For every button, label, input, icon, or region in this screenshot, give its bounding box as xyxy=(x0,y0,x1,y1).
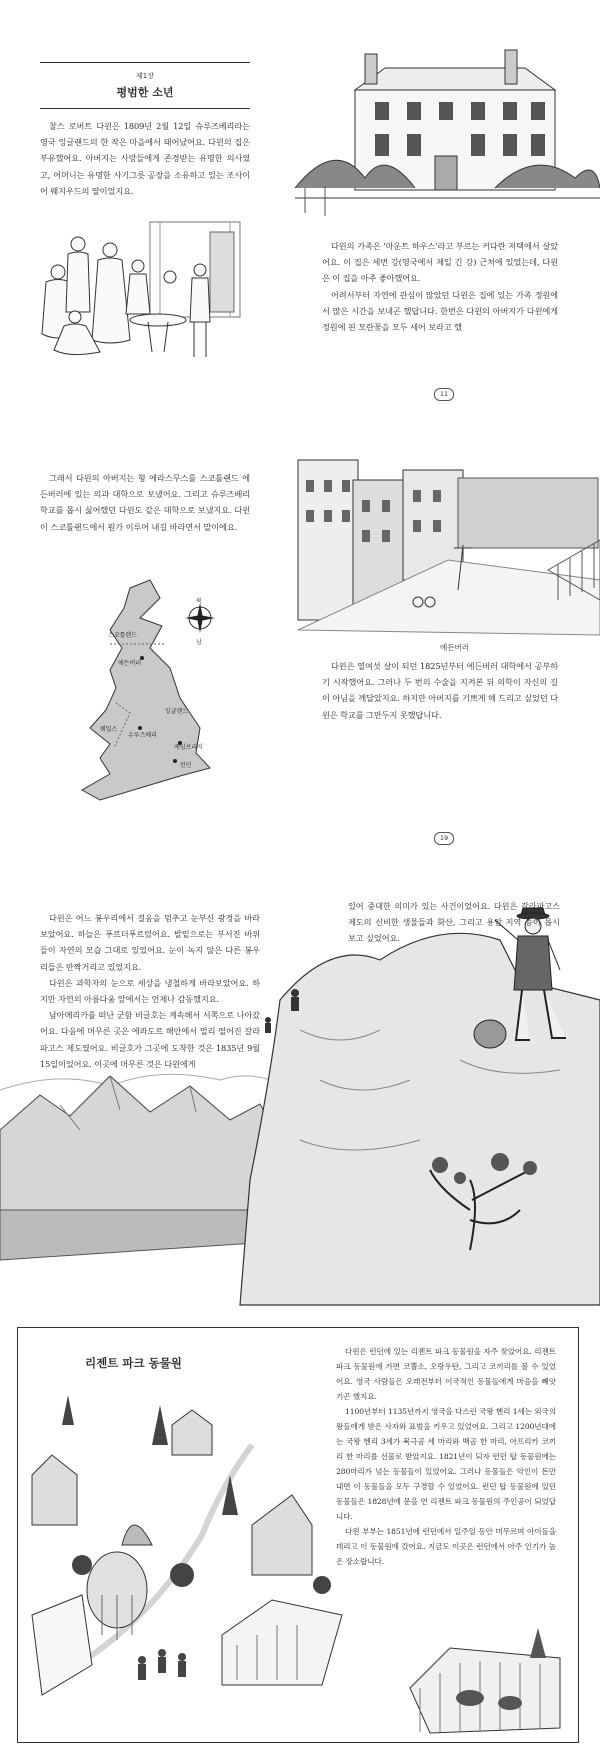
map-label-london: 런던 xyxy=(180,762,192,769)
spread-edinburgh xyxy=(0,420,600,880)
zoo-enclosure-illustration xyxy=(410,1628,560,1738)
chapter-number: 제1장 xyxy=(136,72,154,80)
mountain-left-text xyxy=(40,910,260,1072)
spread-mountain-view xyxy=(0,880,600,1305)
chapter-title: 평범한 소년 xyxy=(116,86,174,99)
chapter-1-right-text xyxy=(322,238,558,335)
paragraph: 어려서부터 자연에 관심이 많았던 다윈은 집에 있는 가족 정원에서 많은 시간을 보내곤 했답니다. 한번은 다윈의 아버지가 다윈에게 정원에 핀 모란꽃을 모두 세어 보라고 했 xyxy=(322,289,558,333)
map-label-north: 북 xyxy=(196,598,202,605)
paragraph: 다윈은 런던에 있는 리젠트 파크 동물원을 자주 찾았어요. 리젠트 파크 동물원에 가면 코뿔소, 오랑우탄, 그리고 코끼리를 볼 수 있었어요. 영국 사람들은 오래전부터 이국적인 동물들에게 마음을 빼앗기곤 했지요. xyxy=(336,1347,556,1401)
edinburgh-street-illustration xyxy=(298,430,600,635)
chapter-rule-top xyxy=(40,62,250,63)
map-label-wales: 웨일스 xyxy=(100,726,118,733)
map-label-england: 잉글랜드 xyxy=(165,708,189,715)
chapter-1-intro-text xyxy=(40,118,250,199)
zoo-feature-title: 리젠트 파크 동물원 xyxy=(85,1356,182,1370)
paragraph: 그래서 다윈의 아버지는 형 에라스무스를 스코틀랜드 에든버러에 있는 의과 대학으로 보냈어요. 그리고 슈루즈베리 학교를 몹시 싫어했던 다윈도 같은 대학으로 보냈지요. 다윈이 스코틀랜드에서 뭔가 이루어 내길 바라면서 말이에요. xyxy=(40,473,250,532)
map-label-edinburgh: 에든버러 xyxy=(118,660,142,667)
paragraph: 다윈 부부는 1851년에 런던에서 일주일 동안 머무르며 아이들을 데리고 이 동물원에 갔어요. 지금도 이곳은 런던에서 아주 인기가 높은 장소랍니다. xyxy=(336,1527,556,1566)
edinburgh-caption: 에든버러 xyxy=(440,643,469,652)
map-label-shrewsbury: 슈루즈베리 xyxy=(128,732,157,739)
edinburgh-right-text xyxy=(322,658,558,723)
britain-map xyxy=(70,578,230,808)
page-number: 11 xyxy=(434,388,454,401)
paragraph: 남아메리카를 떠난 군함 비글호는 계속해서 서쪽으로 나아갔어요. 다음에 머무른 곳은 에콰도르 해안에서 멀리 떨어진 갈라파고스 제도였어요. 비글호가 그곳에 도착한 것은 1835년 9월 15일이었어요. 이곳에 머무른 것은 다윈에게 xyxy=(40,1010,260,1069)
paragraph: 찰스 로버트 다윈은 1809년 2월 12일 슈루즈베리라는 영국 잉글랜드의 한 작은 마을에서 태어났어요. 다윈의 집은 부유했어요. 아버지는 사람들에게 존경받는 유명한 의사였고, 어머니는 유명한 사기그릇 공장을 소유하고 있는 조사이어 웨지우드의 딸이었지요. xyxy=(40,121,250,196)
zoo-illustration xyxy=(22,1385,352,1715)
mountain-right-text xyxy=(348,898,560,947)
zoo-feature-text xyxy=(336,1344,556,1569)
paragraph: 다윈은 과학자의 눈으로 세상을 냉철하게 바라보았어요. 하지만 자연의 아름다움 앞에서는 언제나 감동했지요. xyxy=(40,977,260,1005)
paragraph: 다윈의 가족은 '마운트 하우스'라고 부르는 커다란 저택에서 살았어요. 이 집은 세번 강(영국에서 제일 긴 강) 근처에 있었는데, 다윈은 이 집을 아주 좋아했어요. xyxy=(322,241,558,284)
chapter-rule-bottom xyxy=(40,108,250,109)
paragraph: 다윈은 열여섯 살이 되던 1825년부터 에든버러 대학에서 공부하기 시작했어요. 그러나 두 번의 수술을 지켜본 뒤 의학이 자신의 길이 아님을 깨달았지요. 하지만 아버지를 기쁘게 해 드리고 싶었던 다윈은 학교를 그만두지 못했답니다. xyxy=(322,661,558,720)
map-label-cambridge: 케임브리지 xyxy=(174,744,203,751)
paragraph: 1100년부터 1135년까지 영국을 다스린 국왕 헨리 1세는 외국의 왕들에게 받은 사자와 표범을 키우고 있었어요. 그리고 1200년대에는 국왕 헨리 3세가 북극곰 세 마리와 백곰 한 마리, 아프리카 코끼리 한 마리를 선물로 받았지요. 1821년이 되자 런던 탑 동물원에는 280마리가 넘는 동물들이 있었어요. 그러나 동물들은 악인이 돈만 내면 이 동물들을 모두 구경할 수 있었어요. 런던 탑 동물원에 있던 동물들은 1828년에 문을 연 리젠트 파크 동물원의 주인공이 되었답니다. xyxy=(336,1407,556,1521)
paragraph: 있어 중대한 의미가 있는 사건이었어요. 다윈은 갈라파고스 제도의 신비한 생물들과 화산, 그리고 용암 지역 등이 몹시 보고 싶었어요. xyxy=(348,901,560,944)
darwin-family-illustration xyxy=(40,222,250,397)
map-label-south: 남 xyxy=(196,639,202,646)
mount-house-illustration xyxy=(295,38,600,228)
edinburgh-left-text xyxy=(40,470,250,535)
spread-chapter-1 xyxy=(0,0,600,420)
page-number: 19 xyxy=(434,832,454,845)
paragraph: 다윈은 어느 봉우리에서 걸음을 멈추고 눈부신 광경을 바라보았어요. 하늘은 푸르더푸르렀어요. 발밑으로는 부서진 바위들이 자연의 모습 그대로 있었어요. 눈이 녹지 않은 다른 봉우리들은 반짝거리고 있었지요. xyxy=(40,913,260,972)
chapter-heading xyxy=(40,62,250,109)
map-label-scotland: 스코틀랜드 xyxy=(108,632,137,639)
